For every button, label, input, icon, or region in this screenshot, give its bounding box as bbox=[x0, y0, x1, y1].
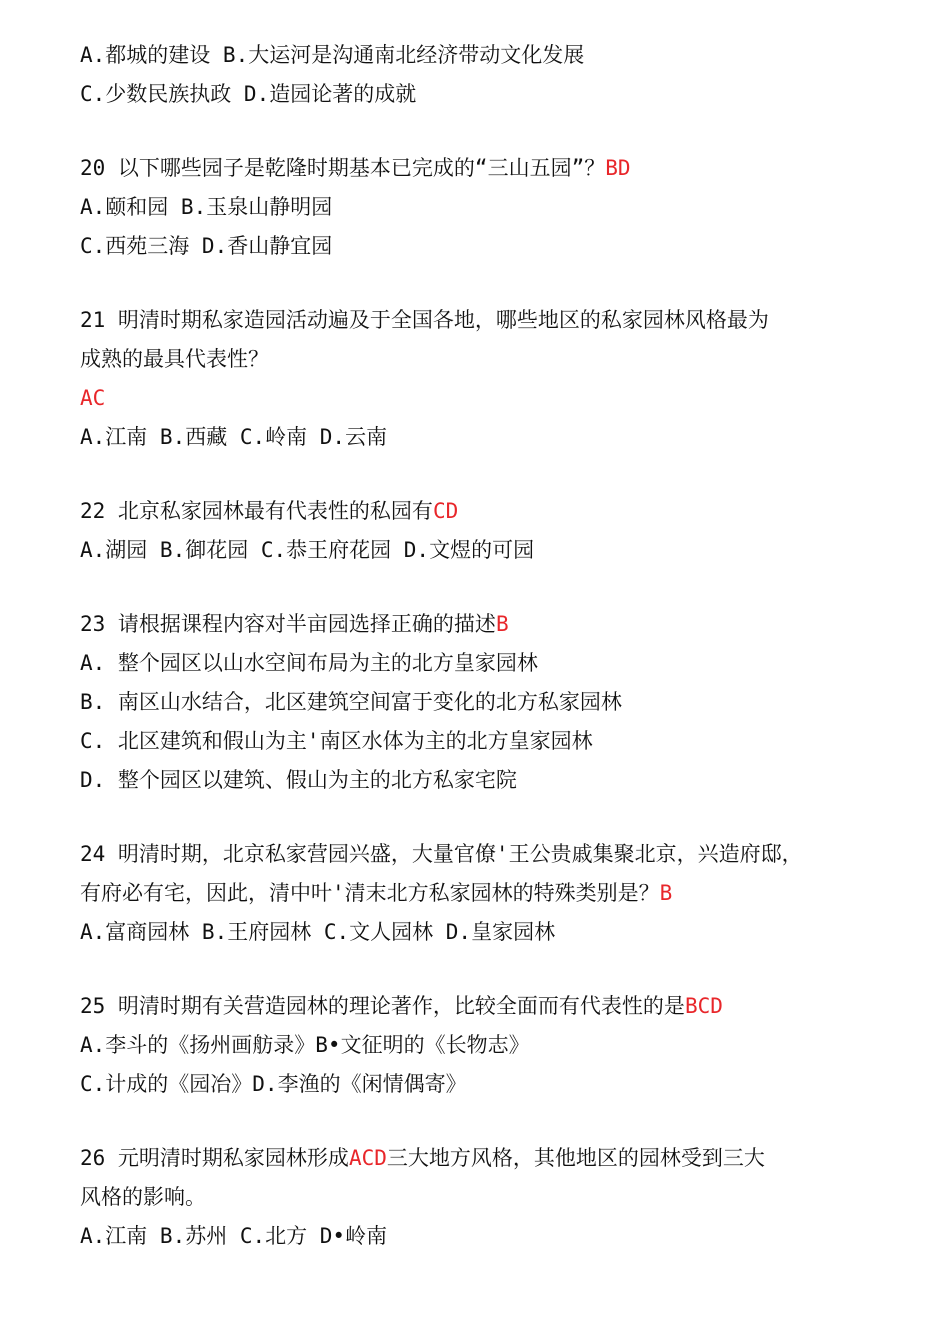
q26-answer: ACD bbox=[348, 1146, 387, 1170]
q21-options: A.江南 B.西藏 C.岭南 D.云南 bbox=[80, 425, 388, 449]
q24-options: A.富商园林 B.王府园林 C.文人园林 D.皇家园林 bbox=[80, 920, 556, 944]
q23-option-b: B. 南区山水结合，北区建筑空间富于变化的北方私家园林 bbox=[80, 690, 622, 714]
q23-answer: B bbox=[495, 612, 509, 636]
q20-options-cd: C.西苑三海 D.香山静宜园 bbox=[80, 234, 333, 258]
q25-answer: BCD bbox=[684, 994, 723, 1018]
q21-stem-line2: 成熟的最具代表性？ bbox=[80, 347, 269, 371]
q22-answer: CD bbox=[432, 499, 459, 523]
q19-options-ab: A.都城的建设 B.大运河是沟通南北经济带动文化发展 bbox=[80, 43, 585, 67]
q23-option-c: C. 北区建筑和假山为主'南区水体为主的北方皇家园林 bbox=[80, 729, 593, 753]
q22-stem-text: 22 北京私家园林最有代表性的私园有 bbox=[80, 499, 433, 523]
spacer bbox=[80, 952, 900, 987]
q24-answer: B bbox=[659, 881, 673, 905]
spacer bbox=[80, 570, 900, 605]
q23-option-d: D. 整个园区以建筑、假山为主的北方私家宅院 bbox=[80, 768, 517, 792]
q24-stem-text: 有府必有宅，因此，清中叶'清末北方私家园林的特殊类别是？ bbox=[80, 881, 660, 905]
q21-stem-line1: 21 明清时期私家造园活动遍及于全国各地，哪些地区的私家园林风格最为 bbox=[80, 308, 769, 332]
spacer bbox=[80, 1104, 900, 1139]
spacer bbox=[80, 457, 900, 492]
q26-stem-pre: 26 元明清时期私家园林形成 bbox=[80, 1146, 349, 1170]
q23-stem-text: 23 请根据课程内容对半亩园选择正确的描述 bbox=[80, 612, 496, 636]
q20-options-ab: A.颐和园 B.玉泉山静明园 bbox=[80, 195, 333, 219]
document-page bbox=[80, 36, 900, 1256]
q23-stem bbox=[80, 605, 900, 644]
spacer bbox=[80, 800, 900, 835]
q24-stem-line1: 24 明清时期，北京私家营园兴盛，大量官僚'王公贵戚集聚北京，兴造府邸， bbox=[80, 842, 803, 866]
q21-answer: AC bbox=[80, 386, 106, 410]
spacer bbox=[80, 266, 900, 301]
q23-option-a: A. 整个园区以山水空间布局为主的北方皇家园林 bbox=[80, 651, 538, 675]
q20-stem-text: 20 以下哪些园子是乾隆时期基本已完成的“三山五园”？ bbox=[80, 156, 606, 180]
q22-options: A.湖园 B.御花园 C.恭王府花园 D.文煜的可园 bbox=[80, 538, 535, 562]
q26-stem-line2: 风格的影响。 bbox=[80, 1185, 206, 1209]
q19-options-cd: C.少数民族执政 D.造园论著的成就 bbox=[80, 82, 417, 106]
q26-stem-line1 bbox=[80, 1139, 900, 1178]
q25-options-ab: A.李斗的《扬州画舫录》B•文征明的《长物志》 bbox=[80, 1033, 530, 1057]
q26-stem-post: 三大地方风格，其他地区的园林受到三大 bbox=[386, 1146, 765, 1170]
q25-options-cd: C.计成的《园冶》D.李渔的《闲情偶寄》 bbox=[80, 1072, 467, 1096]
q25-stem bbox=[80, 987, 900, 1026]
q20-stem bbox=[80, 149, 900, 188]
q24-stem-line2 bbox=[80, 874, 900, 913]
q20-answer: BD bbox=[605, 156, 631, 180]
q25-stem-text: 25 明清时期有关营造园林的理论著作，比较全面而有代表性的是 bbox=[80, 994, 685, 1018]
q22-stem bbox=[80, 492, 900, 531]
spacer bbox=[80, 114, 900, 149]
q26-options: A.江南 B.苏州 C.北方 D•岭南 bbox=[80, 1224, 388, 1248]
